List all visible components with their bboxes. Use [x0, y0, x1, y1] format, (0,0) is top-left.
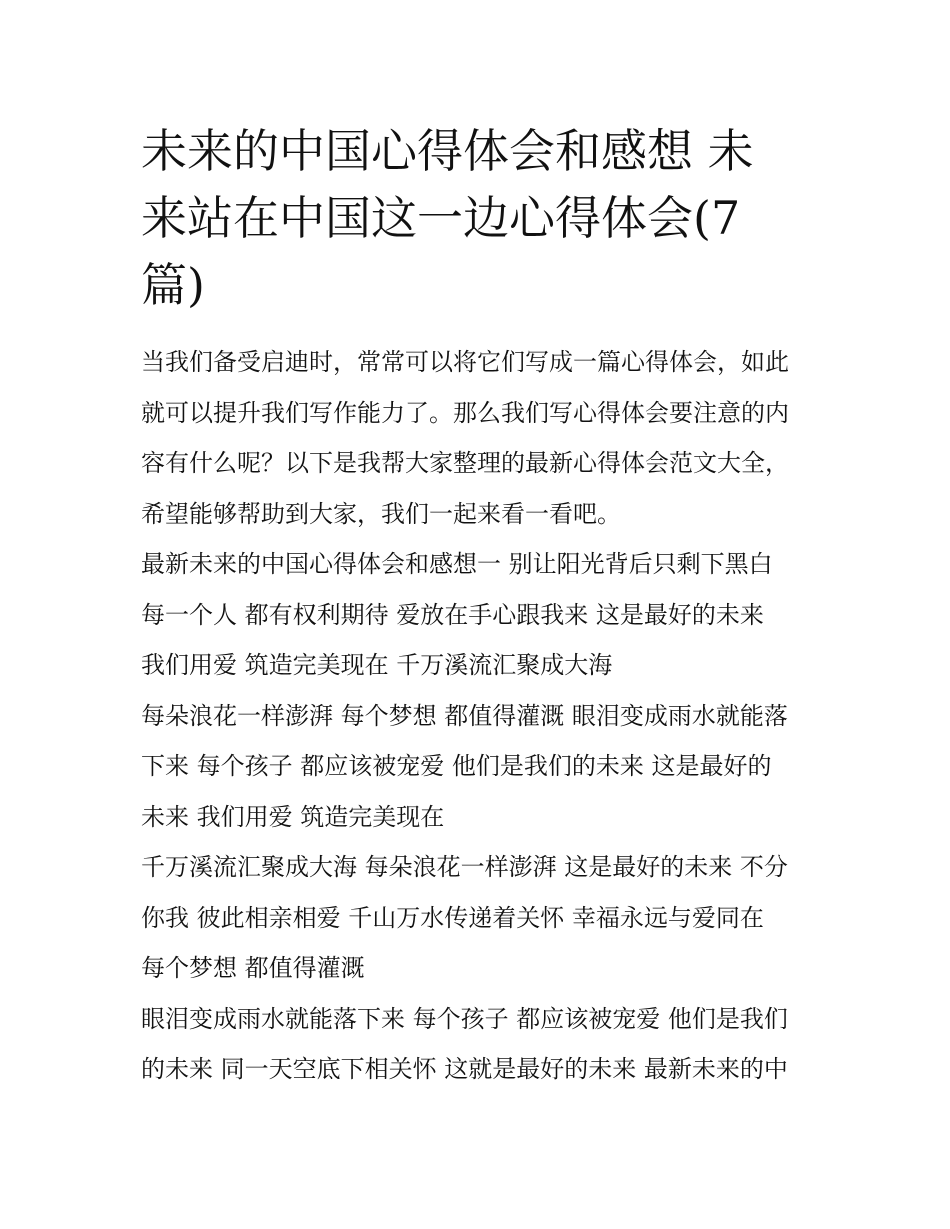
body-paragraph [141, 539, 813, 1095]
document-content [141, 118, 813, 1095]
body-line: 下来 每个孩子 都应该被宠爱 他们是我们的未来 这是最好的 [141, 752, 772, 780]
body-line: 的未来 同一天空底下相关怀 这就是最好的未来 最新未来的中 [141, 1055, 788, 1083]
body-line: 每朵浪花一样澎湃 每个梦想 都值得灌溉 眼泪变成雨水就能落 [141, 701, 788, 730]
intro-line: 容有什么呢？以下是我帮大家整理的最新心得体会范文大全， [141, 449, 789, 477]
title-line: 来站在中国这一边心得体会(7 [141, 191, 741, 245]
body-line: 最新未来的中国心得体会和感想一 别让阳光背后只剩下黑白 [141, 550, 773, 578]
body-line: 眼泪变成雨水就能落下来 每个孩子 都应该被宠爱 他们是我们 [141, 1004, 788, 1033]
document-title [141, 118, 813, 319]
body-line: 我们用爱 筑造完美现在 千万溪流汇聚成大海 [141, 651, 613, 679]
body-line: 每个梦想 都值得灌溉 [141, 954, 365, 982]
intro-paragraph [141, 337, 813, 539]
body-line: 你我 彼此相亲相爱 千山万水传递着关怀 幸福永远与爱同在 [141, 903, 764, 932]
title-line: 未来的中国心得体会和感想 未 [141, 124, 754, 178]
intro-line: 当我们备受启迪时，常常可以将它们写成一篇心得体会，如此 [141, 348, 789, 376]
intro-line: 就可以提升我们写作能力了。那么我们写心得体会要注意的内 [141, 398, 789, 427]
title-line: 篇) [141, 258, 205, 312]
body-line: 千万溪流汇聚成大海 每朵浪花一样澎湃 这是最好的未来 不分 [141, 853, 788, 881]
body-line: 每一个人 都有权利期待 爱放在手心跟我来 这是最好的未来 [141, 600, 764, 629]
intro-line: 希望能够帮助到大家，我们一起来看一看吧。 [141, 499, 621, 528]
body-line: 未来 我们用爱 筑造完美现在 [141, 802, 445, 831]
